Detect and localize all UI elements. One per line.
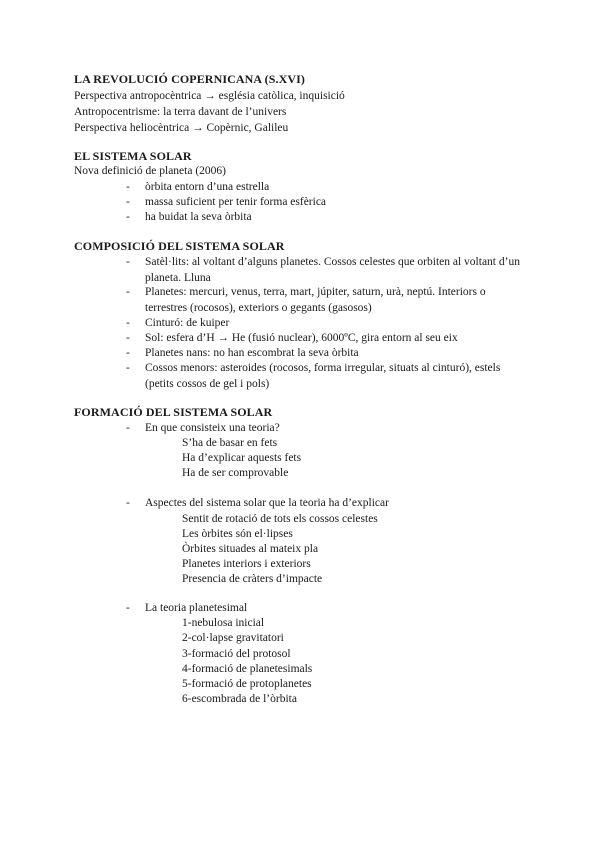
sub-item: Planetes interiors i exteriors bbox=[182, 558, 311, 570]
text-line: Perspectiva heliocèntrica → Copèrnic, Galileu bbox=[74, 122, 289, 134]
list-item: massa suficient per tenir forma esfèrica bbox=[145, 196, 327, 208]
section-heading: EL SISTEMA SOLAR bbox=[74, 149, 192, 163]
sub-item: S’ha de basar en fets bbox=[182, 437, 278, 449]
text-line: Antropocentrisme: la terra davant de l’univers bbox=[74, 106, 287, 118]
bullet-dash: - bbox=[126, 286, 130, 298]
bullet-dash: - bbox=[126, 181, 130, 193]
list-item: òrbita entorn d’una estrella bbox=[145, 181, 270, 193]
list-item: Sol: esfera d’H → He (fusió nuclear), 6000ºC, gira entorn al seu eix bbox=[145, 332, 458, 344]
list-item: Cinturó: de kuiper bbox=[145, 317, 230, 329]
bullet-dash: - bbox=[126, 602, 130, 614]
bullet-dash: - bbox=[126, 196, 130, 208]
section-heading: LA REVOLUCIÓ COPERNICANA (S.XVI) bbox=[74, 72, 305, 86]
text-line: Nova definició de planeta (2006) bbox=[74, 165, 226, 177]
sub-item: Sentit de rotació de tots els cossos celestes bbox=[182, 513, 378, 525]
bullet-dash: - bbox=[126, 347, 130, 359]
text-line: Perspectiva antropocèntrica → església catòlica, inquisició bbox=[74, 90, 345, 102]
section-heading: FORMACIÓ DEL SISTEMA SOLAR bbox=[74, 405, 273, 419]
bullet-dash: - bbox=[126, 362, 130, 374]
list-item: La teoria planetesimal bbox=[145, 602, 248, 614]
sub-item: Les òrbites són el·lipses bbox=[182, 528, 293, 540]
list-item: Cossos menors: asteroides (rocosos, forma irregular, situats al cinturó), estels (petits cossos de gel i pols) bbox=[145, 362, 501, 390]
bullet-dash: - bbox=[126, 317, 130, 329]
sub-item: Presencia de cràters d’impacte bbox=[182, 573, 323, 585]
bullet-dash: - bbox=[126, 422, 130, 434]
list-item: ha buidat la seva òrbita bbox=[145, 211, 252, 223]
section-heading: COMPOSICIÓ DEL SISTEMA SOLAR bbox=[74, 239, 285, 253]
bullet-dash: - bbox=[126, 497, 130, 509]
bullet-dash: - bbox=[126, 211, 130, 223]
sub-item: Ha d’explicar aquests fets bbox=[182, 452, 302, 464]
sub-item: 4-formació de planetesimals bbox=[182, 663, 313, 675]
list-item: Planetes: mercuri, venus, terra, mart, júpiter, saturn, urà, neptú. Interiors o terrestres (rocosos), exteriors o gegants (gasosos) bbox=[145, 286, 486, 314]
list-item: En que consisteix una teoria? bbox=[145, 422, 280, 434]
sub-item: Ha de ser comprovable bbox=[182, 467, 289, 479]
sub-item: 1-nebulosa inicial bbox=[182, 617, 265, 629]
sub-item: 2-col·lapse gravitatori bbox=[182, 632, 284, 644]
sub-item: 3-formació del protosol bbox=[182, 648, 291, 660]
bullet-dash: - bbox=[126, 332, 130, 344]
list-item: Satèl·lits: al voltant d’alguns planetes. Cossos celestes que orbiten al voltant d’un planeta. Lluna bbox=[145, 256, 520, 284]
bullet-dash: - bbox=[126, 256, 130, 268]
sub-item: 6-escombrada de l’òrbita bbox=[182, 693, 297, 705]
sub-item: Òrbites situades al mateix pla bbox=[182, 543, 319, 555]
sub-item: 5-formació de protoplanetes bbox=[182, 678, 312, 690]
list-item: Aspectes del sistema solar que la teoria ha d’explicar bbox=[145, 497, 389, 509]
list-item: Planetes nans: no han escombrat la seva òrbita bbox=[145, 347, 359, 359]
